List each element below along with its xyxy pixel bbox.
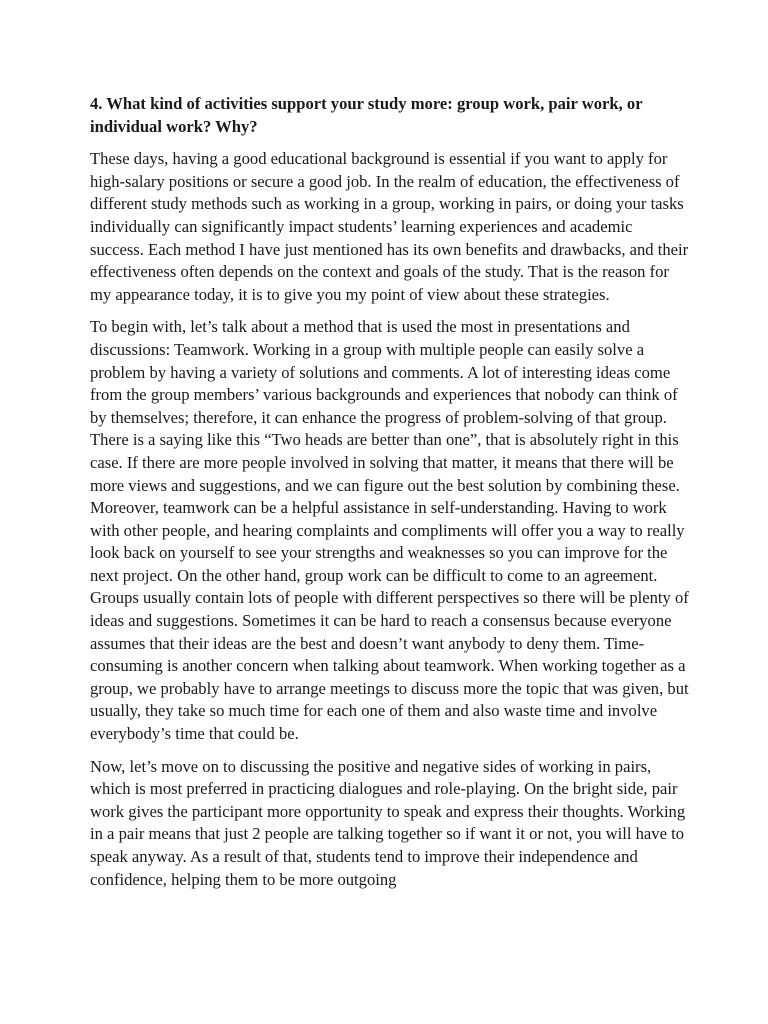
paragraph-pair-work: Now, let’s move on to discussing the positive and negative sides of working in pairs, which is most preferred in practicing dialogues and role-playing. On the bright side, pair work gives the participant more opportunity to speak and express their thoughts. Working in a pair means that just 2 people are talking together so if want it or not, you will have to speak anyway. As a result of that, students tend to improve their independence and confidence, helping them to be more outgoing (90, 756, 686, 889)
document-page (90, 93, 690, 901)
question-heading: 4. What kind of activities support your study more: group work, pair work, or individual work? Why? (90, 94, 643, 136)
paragraph-group-work: To begin with, let’s talk about a method that is used the most in presentations and discussions: Teamwork. Working in a group with multiple people can easily solve a problem by having a variety of solutions and comments. A lot of interesting ideas come from the group members’ various backgrounds and experiences that nobody can think of by themselves; therefore, it can enhance the progress of problem-solving of that group. There is a saying like this “Two heads are better than one”, that is absolutely right in this case. If there are more people involved in solving that matter, it means that there will be more views and suggestions, and we can figure out the best solution by combining these. Moreover, teamwork can be a helpful assistance in self-understanding. Having to work with other people, and hearing complaints and compliments will offer you a way to really look back on yourself to see your strengths and weaknesses so you can improve for the next project. On the other hand, group work can be difficult to come to an agreement. Groups usually contain lots of people with different perspectives so there will be plenty of ideas and suggestions. Sometimes it can be hard to reach a consensus because everyone assumes that their ideas are the best and doesn’t want anybody to deny them. Time-consuming is another concern when talking about teamwork. When working together as a group, we probably have to arrange meetings to discuss more the topic that was given, but usually, they take so much time for each one of them and also waste time and involve everybody’s time that could be. (90, 317, 689, 744)
paragraph-introduction: These days, having a good educational background is essential if you want to apply for high-salary positions or secure a good job. In the realm of education, the effectiveness of different study methods such as working in a group, working in pairs, or doing your tasks individually can significantly impact students’ learning experiences and academic success. Each method I have just mentioned has its own benefits and drawbacks, and their effectiveness often depends on the context and goals of the study. That is the reason for my appearance today, it is to give you my point of view about these strategies. (90, 149, 689, 304)
